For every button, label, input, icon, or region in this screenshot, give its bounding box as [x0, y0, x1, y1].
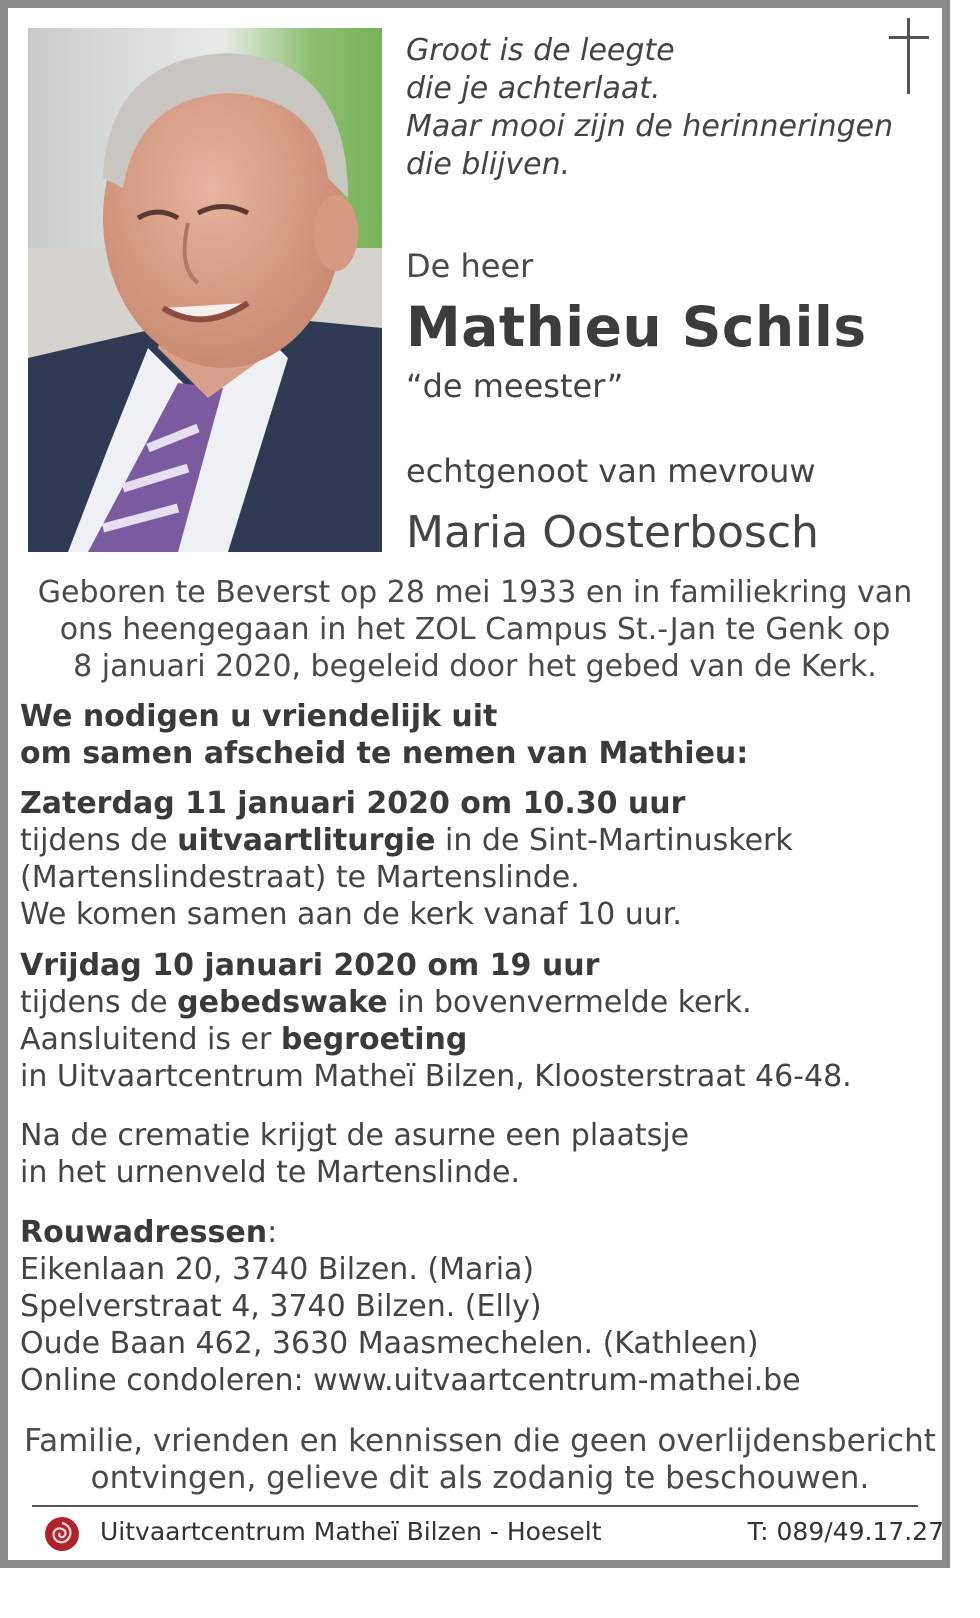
invitation [20, 698, 748, 772]
intro-line: 8 januari 2020, begeleid door het gebed van de Kerk. [73, 649, 877, 684]
quote-line: die blijven. [406, 147, 571, 182]
quote-line: die je achterlaat. [406, 71, 661, 106]
liturgy-line [20, 822, 793, 859]
wake-keyword: gebedswake [177, 985, 388, 1020]
wake-line [20, 1021, 852, 1058]
portrait-photo [28, 28, 382, 552]
liturgy-text: tijdens de [20, 823, 178, 858]
condolence-link[interactable]: Online condoleren: www.uitvaartcentrum-mathei.be [20, 1363, 801, 1398]
funeral-home-name: Uitvaartcentrum Matheï Bilzen - Hoeselt [100, 1517, 602, 1546]
liturgy-text: in de Sint-Martinuskerk [435, 823, 793, 858]
cremation-line: Na de crematie krijgt de asurne een plaatsje [20, 1118, 690, 1153]
wake-keyword: begroeting [280, 1022, 468, 1057]
liturgy-line: We komen samen aan de kerk vanaf 10 uur. [20, 897, 682, 932]
quote-line: Groot is de leegte [406, 33, 675, 68]
liturgy-heading: Zaterdag 11 januari 2020 om 10.30 uur [20, 786, 686, 821]
wake-text: Aansluitend is er [20, 1022, 281, 1057]
wake-section [20, 947, 852, 1095]
deceased-name: Mathieu Schils [406, 295, 867, 359]
rose-logo-icon [44, 1516, 80, 1556]
invite-line: om samen afscheid te nemen van Mathieu: [20, 736, 749, 771]
address-line: Eikenlaan 20, 3740 Bilzen. (Maria) [20, 1252, 535, 1287]
cremation-line: in het urnenveld te Martenslinde. [20, 1155, 521, 1190]
intro-line: Geboren te Beverst op 28 mei 1933 en in familiekring van [37, 575, 913, 610]
liturgy-line: (Martenslindestraat) te Martenslinde. [20, 860, 580, 895]
liturgy-section [20, 785, 793, 933]
cremation-note [20, 1117, 689, 1191]
wake-text: tijdens de [20, 985, 178, 1020]
birth-death-notice [20, 574, 930, 685]
address-line: Spelverstraat 4, 3740 Bilzen. (Elly) [20, 1289, 542, 1324]
wake-heading: Vrijdag 10 januari 2020 om 19 uur [20, 948, 600, 983]
cross-icon [889, 18, 929, 98]
wake-text: in bovenvermelde kerk. [387, 985, 752, 1020]
liturgy-keyword: uitvaartliturgie [177, 823, 436, 858]
memorial-quote [406, 32, 893, 184]
spouse-name: Maria Oosterbosch [406, 507, 819, 558]
addresses-heading: Rouwadressen [20, 1215, 268, 1250]
footer-divider [32, 1505, 918, 1507]
phone-number[interactable]: T: 089/49.17.27 [747, 1517, 944, 1546]
closing-line: ontvingen, gelieve dit als zodanig te beschouwen. [90, 1460, 870, 1496]
nickname: “de meester” [406, 367, 624, 405]
wake-line [20, 984, 852, 1021]
wake-line: in Uitvaartcentrum Matheï Bilzen, Kloosterstraat 46-48. [20, 1059, 852, 1094]
honorific: De heer [406, 247, 534, 285]
closing-line: Familie, vrienden en kennissen die geen overlijdensbericht [24, 1423, 936, 1459]
address-line: Oude Baan 462, 3630 Maasmechelen. (Kathleen) [20, 1326, 759, 1361]
closing-note [20, 1423, 940, 1497]
quote-line: Maar mooi zijn de herinneringen [406, 109, 894, 144]
spouse-label: echtgenoot van mevrouw [406, 452, 816, 490]
addresses-colon: : [267, 1215, 278, 1250]
mourning-addresses [20, 1214, 801, 1399]
intro-line: ons heengegaan in het ZOL Campus St.-Jan te Genk op [59, 612, 891, 647]
invite-line: We nodigen u vriendelijk uit [20, 699, 498, 734]
